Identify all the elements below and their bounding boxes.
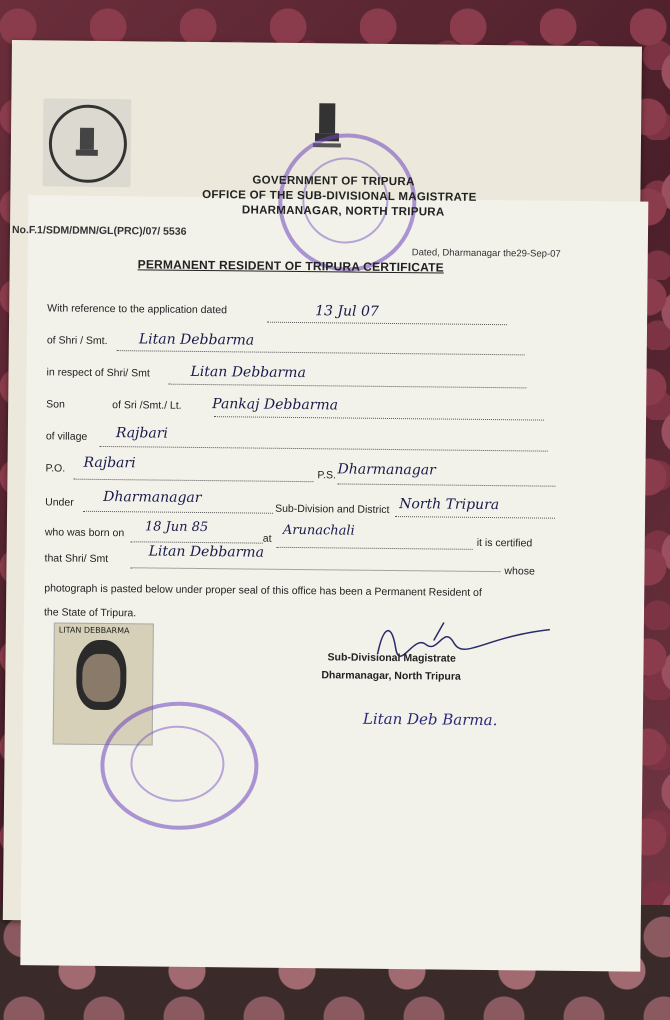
- po-label: P.O.: [45, 462, 66, 475]
- village-label: of village: [45, 430, 88, 443]
- village-value: Rajbari: [115, 425, 169, 442]
- paragraph-line-2: the State of Tripura.: [43, 606, 137, 620]
- po-value: Rajbari: [83, 454, 136, 472]
- respect-label: in respect of Shri/ Smt: [46, 366, 150, 380]
- shri-value: Litan Debbarma: [138, 331, 255, 349]
- reference-number: No.F.1/SDM/DMN/GL(PRC)/07/ 5536: [11, 224, 187, 238]
- header-government: GOVERNMENT OF TRIPURA: [252, 174, 415, 189]
- father-value: Pankaj Debbarma: [212, 396, 339, 414]
- that-label: that Shri/ Smt: [44, 552, 109, 566]
- certified-label: it is certified: [476, 536, 533, 550]
- ps-label: P.S.: [317, 469, 337, 482]
- father-label: of Sri /Smt./ Lt.: [112, 399, 182, 412]
- son-label: Son: [46, 398, 65, 411]
- holder-signature: Litan Deb Barma.: [362, 709, 498, 730]
- photo-caption: LITAN DEBBARMA: [58, 625, 130, 636]
- born-label: who was born on: [44, 526, 125, 540]
- shri-label: of Shri / Smt.: [46, 334, 108, 348]
- ps-value: Dharmanagar: [337, 461, 436, 479]
- signatory-office: Dharmanagar, North Tripura: [321, 669, 461, 683]
- under-label: Under: [45, 496, 74, 509]
- dated-label: Dated, Dharmanagar the: [411, 247, 517, 260]
- district-value: North Tripura: [399, 496, 500, 514]
- paragraph-line-1: photograph is pasted below under proper seal of this office has been a Permanent Resident of: [44, 582, 482, 599]
- photo-portrait-face: [82, 654, 121, 702]
- header-office: OFFICE OF THE SUB-DIVISIONAL MAGISTRATE: [202, 188, 477, 204]
- header-location: DHARMANAGAR, NORTH TRIPURA: [241, 204, 445, 219]
- signatory-title: Sub-Divisional Magistrate: [327, 651, 456, 665]
- dated-value: 29-Sep-07: [516, 248, 561, 260]
- whose-label: whose: [504, 565, 535, 578]
- certificate-paper: [3, 40, 642, 927]
- subdivision-label: Sub-Division and District: [275, 502, 390, 516]
- born-date: 18 Jun 85: [144, 519, 209, 536]
- official-stamp-bottom-inner: [130, 725, 225, 802]
- respect-value: Litan Debbarma: [190, 363, 306, 382]
- at-label: at: [262, 532, 272, 545]
- application-label: With reference to the application dated: [47, 302, 228, 317]
- certificate-title: PERMANENT RESIDENT OF TRIPURA CERTIFICATE: [137, 257, 444, 275]
- subdivision-value: Dharmanagar: [103, 488, 202, 507]
- dated-line: [412, 247, 561, 260]
- that-value: Litan Debbarma: [148, 543, 265, 561]
- application-date: 13 Jul 07: [315, 303, 379, 320]
- emblem-icon: [49, 104, 128, 183]
- born-place: Arunachali: [282, 522, 355, 539]
